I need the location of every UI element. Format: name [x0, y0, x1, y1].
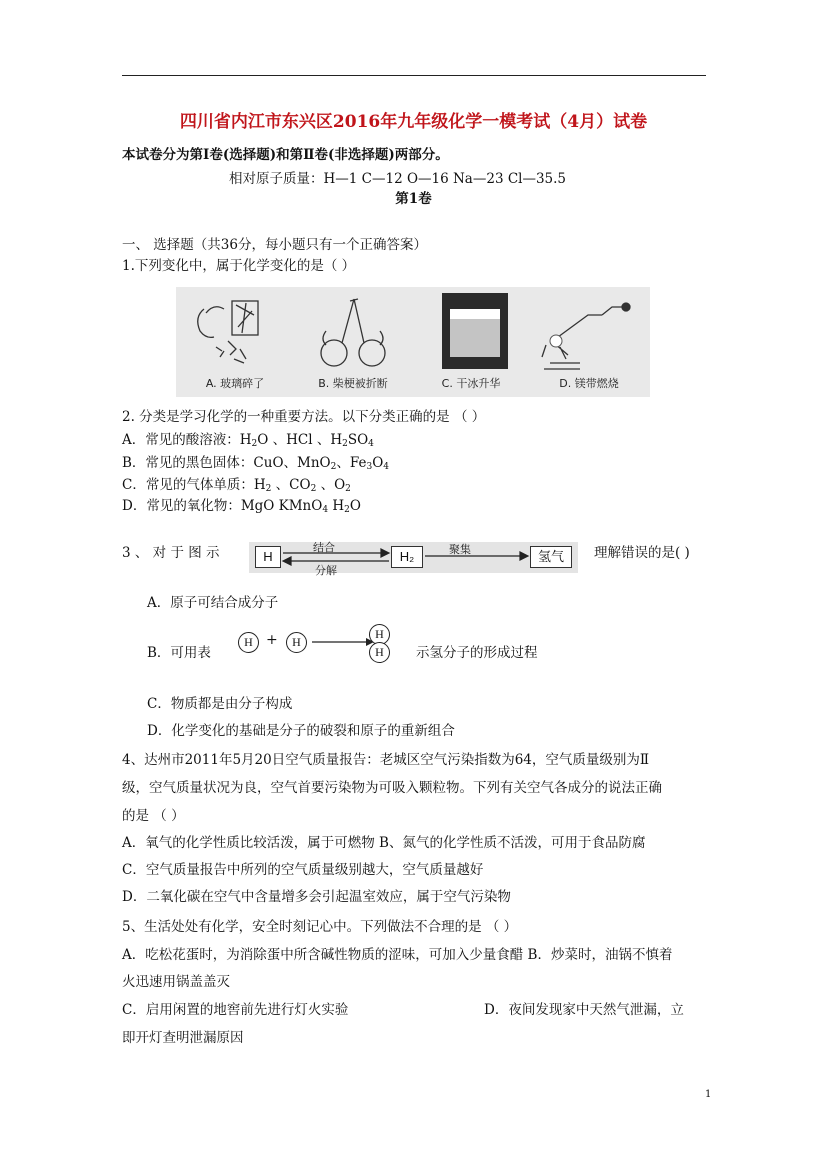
caption-c: C. 干冰升华: [441, 377, 501, 390]
question-5-option-d-cont: 即开灯查明泄漏原因: [122, 1030, 244, 1046]
intro-text: 本试卷分为第Ⅰ卷(选择题)和第Ⅱ卷(非选择题)两部分。: [122, 147, 449, 163]
flow-box-h: H: [255, 546, 281, 568]
plus-sign: +: [266, 632, 278, 648]
page-title: 四川省内江市东兴区2016年九年级化学一模考试（4月）试卷: [179, 112, 648, 132]
caption-d: D. 镁带燃烧: [559, 377, 619, 390]
caption-a: A. 玻璃碎了: [205, 377, 265, 390]
question-4-line-3: 的是 （ ）: [122, 808, 185, 824]
question-5-option-d: D．夜间发现家中天然气泄漏，立: [484, 1002, 684, 1018]
question-4-option-d: D．二氧化碳在空气中含量增多会引起温室效应，属于空气污染物: [122, 889, 511, 905]
question-3-option-b-left: B．可用表: [147, 645, 211, 661]
section-heading: 一、 选择题（共36分，每小题只有一个正确答案）: [122, 237, 427, 253]
matchstick-illustration: [294, 287, 412, 377]
question-3-stem-right: 理解错误的是( ): [594, 545, 690, 561]
page-number: 1: [705, 1089, 712, 1100]
question-2-option-b: B．常见的黑色固体：CuO、MnO$_2$、$Fe_3O_4$: [122, 455, 390, 472]
flow-label-combine: 结合: [313, 541, 335, 554]
question-2-stem: 2. 分类是学习化学的一种重要方法。以下分类正确的是 （ ）: [122, 409, 486, 425]
question-1-figure: [176, 287, 650, 397]
question-5-option-c: C．启用闲置的地窖前先进行灯火实验: [122, 1002, 349, 1018]
question-4-line-1: 4、达州市2011年5月20日空气质量报告：老城区空气污染指数为64，空气质量级别为Ⅱ: [122, 752, 650, 768]
panel-a: [176, 287, 294, 397]
question-3-option-b-right: 示氢分子的形成过程: [416, 645, 538, 661]
flow-box-hydrogen-gas: 氢气: [530, 546, 572, 568]
question-2-option-c: C．常见的气体单质：$H_2$ 、$CO_2$ 、$O_2$: [122, 477, 351, 494]
panel-c: [412, 287, 530, 397]
hydrogen-flow-diagram: [249, 541, 578, 577]
question-5-option-ab: A．吃松花蛋时，为消除蛋中所含碱性物质的涩味，可加入少量食醋 B．炒菜时，油锅不慎着: [122, 947, 673, 963]
panel-b: [294, 287, 412, 397]
dry-ice-illustration: [412, 287, 530, 377]
hydrogen-atom-1: H: [238, 632, 259, 653]
broken-glass-illustration: [176, 287, 294, 377]
hydrogen-molecule-atom-top: H: [369, 624, 390, 645]
volume-heading: 第1卷: [395, 191, 432, 207]
hydrogen-molecule-atom-bottom: H: [369, 642, 390, 663]
caption-b: B. 柴梗被折断: [318, 377, 388, 390]
flow-label-gather: 聚集: [449, 543, 471, 556]
question-5-option-ab-cont: 火迅速用锅盖盖灭: [122, 974, 230, 990]
magnesium-burning-illustration: [530, 287, 648, 377]
flow-box-h2: H₂: [391, 546, 423, 568]
question-4-line-2: 级，空气质量状况为良，空气首要污染物为可吸入颗粒物。下列有关空气各成分的说法正确: [122, 780, 662, 796]
hydrogen-atom-diagram: [236, 624, 406, 664]
hydrogen-atom-2: H: [286, 632, 307, 653]
question-3-option-a: A．原子可结合成分子: [147, 595, 279, 611]
header-rule: [122, 75, 706, 76]
flow-arrows: [249, 542, 578, 573]
flow-label-split: 分解: [315, 564, 337, 577]
question-1-stem: 1.下列变化中，属于化学变化的是（ ）: [122, 258, 356, 274]
question-4-option-ab: A．氧气的化学性质比较活泼，属于可燃物 B、氮气的化学性质不活泼，可用于食品防腐: [122, 835, 646, 851]
question-3-stem-left: 3 、 对 于 图 示: [122, 545, 220, 561]
question-2-option-a: A．常见的酸溶液：$H_2O$ 、HCl 、$H_2SO_4$: [122, 432, 374, 449]
question-5-stem: 5、生活处处有化学，安全时刻记心中。下列做法不合理的是 （ ）: [122, 919, 518, 935]
question-3-option-c: C．物质都是由分子构成: [147, 696, 293, 712]
question-4-option-c: C．空气质量报告中所列的空气质量级别越大，空气质量越好: [122, 862, 484, 878]
question-2-option-d: D．常见的氧化物：MgO KMnO$_4$ $H_2O$: [122, 498, 361, 515]
atomic-mass-line: 相对原子质量：H—1 C—12 O—16 Na—23 Cl—35.5: [229, 171, 567, 187]
panel-d: [530, 287, 648, 397]
question-3-option-d: D．化学变化的基础是分子的破裂和原子的重新组合: [147, 723, 455, 739]
